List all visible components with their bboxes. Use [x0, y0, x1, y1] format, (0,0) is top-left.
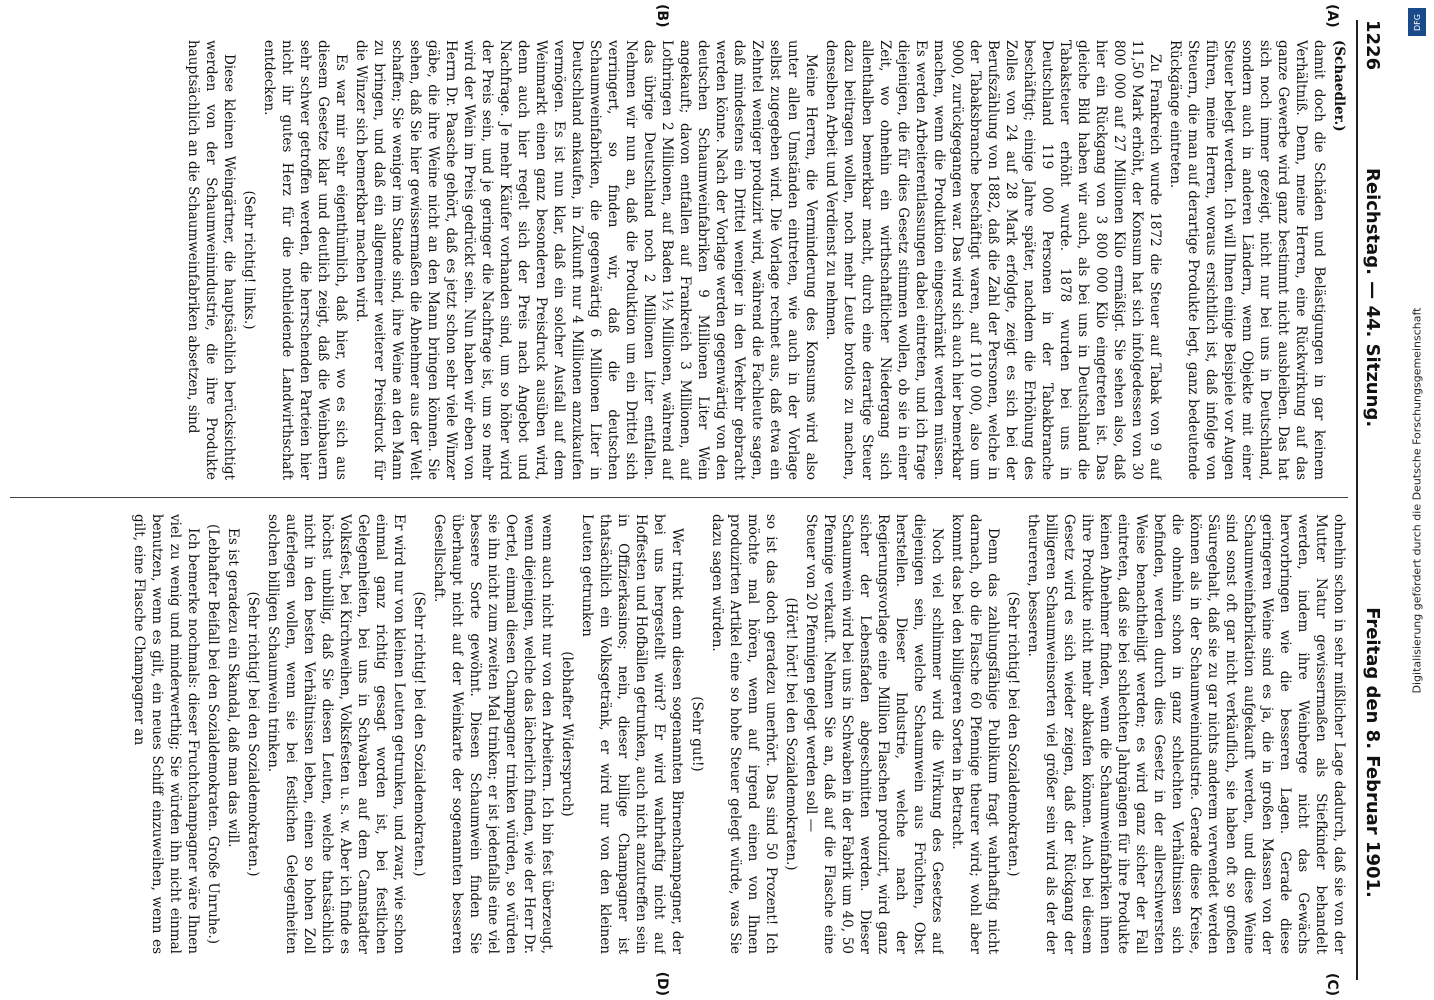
left-column: [10, 40, 1348, 480]
column-divider: [10, 497, 1348, 498]
page-number: 1226: [1362, 20, 1384, 71]
margin-marker-a: (A): [1324, 4, 1340, 28]
paragraph: Er wird nur von kleinen Leuten getrunken, und zwar, wie schon einmal ganz richtig gesagt worden ist, bei festlichen Gelegenheiten, bei uns in Schwaben auf dem Cannstadter Volksfest, bei Kirchweihen, Volksfesten u. s. w. Aber ich finde es höchst unbillig, daß Sie diesen Leuten, welche thatsächlich nicht in den besten Verhältnissen leben, einen so hohen Zoll auferlegen wollen, wenn sie bei festlichen Gelegenheiten solchen billigen Schaumwein trinken.: [265, 514, 407, 954]
interjection: (Sehr gut!): [689, 696, 705, 772]
margin-marker-d: (D): [654, 971, 670, 996]
paragraph: wenn auch nicht nur von den Arbeitern. Ich bin fest überzeugt, wenn diejenigen, welche das lächerlich finden, wie der Herr Dr. Oertel, einmal diesen Champagner trinken würden, so würden sie ihn nicht zum zweiten Mal trinken; er ist jedenfalls eine viel bessere Sorte gewöhnt. Diesen Schaumwein finden Sie überhaupt nicht auf der Weinkarte der sogenannten besseren Gesellschaft.: [431, 514, 555, 954]
paragraph: ohnehin schon in sehr mißlicher Lage dadurch, daß sie von der Mutter Natur gewissermaßen als Stiefkinder behandelt werden, indem ihre Weinberge nicht das Gewächs hervorbringen wie die besseren Lagen. Gerade diese geringeren Weine sind es ja, die in großen Massen von der Schaumweinfabrikation aufgekauft werden, und diese Weine sind sonst oft gar nicht verkäuflich, sie haben oft so großen Säuregehalt, daß sie zu gar nichts anderem verwendet werden können als in der Schaumweinindustrie. Gerade diese Kreise, die ohnehin schon in ganz schlechten Verhältnissen sich befinden, werden durch dies Gesetz in der allerschwersten Weise benachtheiligt werden; es wird ganz sicher der Fall eintreten, daß sie bei schlechten Jahrgängen für ihre Produkte keinen Abnehmer finden, wenn die Schaumweinfabriken ihnen ihre Produkte nicht mehr abkaufen können. Auch bei diesem Gesetz wird es sich wieder zeigen, daß der Rückgang der billigeren Schaumweinsorten viel größer sein wird als der der theureren, besseren.: [1025, 514, 1347, 954]
interjection: (Hört! hört! bei den Sozialdemokraten.): [783, 597, 799, 871]
paragraph: Zu Frankreich wurde 1872 die Steuer auf Tabak von 9 auf 11,50 Mark erhöht, der Konsum hat sich infolgedessen von 30 800 000 auf 27 Millionen Kilo ermäßigt. Sie sehen also, daß hier ein Rückgang von 3 800 000 Kilo eingetreten ist. Das gleiche Bild haben wir auch, als bei uns in Deutschland die Tabaksteuer erhöht wurde. 1878 wurden bei uns in Deutschland 119 000 Personen in der Tabakbranche beschäftigt; einige Jahre später, nachdem die Erhöhung des Zolles von 24 auf 28 Mark erfolgte, zeigt es sich bei der Berufszählung von 1882, daß die Zahl der Personen, welche in der Tabaksbranche beschäftigt waren, auf 110 000, also um 9000, zurückgegangen war. Das wird sich auch hier bemerkbar machen, wenn die Produktion eingeschränkt werden müssen. Es werden Arbeiterentlassungen dabei eintreten, und ich frage diejenigen, die für dies Gesetz stimmen wollen, ob sie in einer Zeit, wo ohnehin ein wirthschaftlicher Niedergang sich allenthalben bemerkbar macht, durch eine derartige Steuer dazu beitragen wollen, noch mehr Leute brotlos zu machen, denselben Arbeit und Verdienst zu nehmen.: [823, 40, 1163, 480]
interjection: (Sehr richtig! bei den Sozialdemokraten.): [245, 591, 261, 877]
paragraph: so ist das doch geradezu unerhört. Das sind 50 Prozent! Ich möchte mal hören, wenn auf irgend einen von Ihnen produzirten Artikel eine so hohe Steuer gelegt würde, was Sie dazu sagen würden.: [709, 514, 779, 954]
paragraph: Diese kleinen Weingärtner, die hauptsächlich berücksichtigt werden von der Schaumweinindustrie, die ihre Produkte hauptsächlich an die Schaumweinfabriken absetzen, sind: [185, 40, 237, 480]
digitization-credit: [1400, 0, 1434, 1000]
paragraph: Es war mir sehr eigenthümlich, daß hier, wo es sich aus diesem Gesetze klar und deutlich zeigt, daß die Weinbauern sehr schwer getroffen werden, die herrschenden Parteien hier nicht ihr gutes Herz für die nothleidende Landwirthschaft entdecken.: [261, 40, 349, 480]
interjection: (Sehr richtig! bei den Sozialdemokraten.): [411, 591, 427, 877]
interjection: (lebhafter Widerspruch): [559, 651, 575, 817]
paragraph: damit doch die Schäden und Belästigungen in gar keinem Verhältniß. Denn, meine Herren, eine Rückwirkung auf das ganze Gewerbe wird ganz bestimmt nicht ausbleiben. Das hat sich noch immer gezeigt, nicht nur bei uns in Deutschland, sondern auch in anderen Ländern, wenn Objekte mit einer Steuer belegt werden. Ich will Ihnen einige Beispiele vor Augen führen, meine Herren, woraus ersichtlich ist, daß infolge von Steuern, die man auf derartige Produkte legt, ganz bedeutende Rückgänge eintreten.: [1167, 40, 1327, 480]
session-title: Reichstag. — 44. Sitzung.: [1362, 168, 1384, 428]
interjection: (Sehr richtig! bei den Sozialdemokraten.): [1005, 591, 1021, 877]
margin-marker-b: (B): [654, 4, 670, 28]
margin-marker-c: (C): [1324, 972, 1340, 996]
dfg-logo: [1408, 8, 1426, 36]
paragraph: Ich bemerke nochmals: dieser Fruchtchampagner wäre Ihnen viel zu wenig und minderwerthig; Sie würden ihn nicht einmal benutzen, wenn es gilt, ein neues Schiff einzuweihen, wenn es gilt, eine Flasche Champagner an: [131, 514, 201, 954]
page-header: [1356, 20, 1388, 980]
paragraph: Denn das zahlungsfähige Publikum fragt wahrhaftig nicht darnach, ob die Flasche 60 Pfennige theurer wird; wohl aber kommt das bei den billigeren Sorten in Betracht.: [949, 514, 1001, 954]
paragraph: Meine Herren, die Verminderung des Konsums wird also unter allen Umständen eintreten, wie auch in der Vorlage selbst zugegeben wird. Die Vorlage rechnet aus, daß etwa ein Zehntel weniger produzirt wird, während die Fachleute sagen, daß mindestens ein Drittel weniger in den Verkehr gebracht werden könne. Nach der Vorlage werden gegenwärtig von den deutschen Schaumweinfabriken 9 Millionen Liter Wein angekauft; davon entfallen auf Frankreich 3 Millionen, auf Lothringen 2 Millionen, auf Baden 1½ Millionen, während auf das übrige Deutschland noch 2 Millionen Liter entfallen. Nehmen wir nun an, daß die Produktion um ein Drittel sich verringert, so finden wir, daß die deutschen Schaumweinfabriken, die gegenwärtig 6 Millionen Liter in Deutschland ankaufen, in Zukunft nur 4 Millionen anzukaufen vermögen. Es ist nun klar, daß ein solcher Ausfall auf dem Weinmarkt einen ganz besonderen Preisdruck ausüben wird, denn auch hier regelt sich der Preis nach Angebot und Nachfrage. Je mehr Käufer vorhanden sind, um so höher wird der Preis sein, und je geringer die Nachfrage ist, um so mehr wird der Wein im Preis gedrückt sein. Nun haben wir eben von Herrn Dr. Paasche gehört, daß es jetzt schon sehr viele Winzer gäbe, die ihre Weine nicht an den Mann bringen können. Sie sehen, daß Sie hier gewissermaßen die Abnehmer aus der Welt schaffen; Sie weniger im Stande sind, ihre Weine an den Mann zu bringen, und daß ein allgemeiner weiterer Preisdruck für die Winzer sich bemerkbar machen wird.: [353, 40, 819, 480]
paragraph: Noch viel schlimmer wird die Wirkung des Gesetzes auf diejenigen sein, welche Schaumwein aus Früchten, Obst herstellen. Dieser Industrie, welche nach der Regierungsvorlage eine Million Flaschen produzirt, wird ganz sicher der Lebensfaden abgeschnitten werden. Dieser Schaumwein wird bei uns in Schwaben in der Fabrik um 40, 50 Pfennige verkauft. Nehmen Sie an, daß auf die Flasche eine Steuer von 20 Pfennigen gelegt werden soll —: [803, 514, 945, 954]
dfg-logo-text: DFG: [1412, 13, 1422, 31]
interjection: (Lebhafter Beifall bei den Sozialdemokraten. Große Unruhe.): [205, 523, 221, 945]
speaker-name: (Schaedler.): [1331, 40, 1347, 132]
credit-text: Digitalisierung gefördert durch die Deutsche Forschungsgemeinschaft: [1410, 307, 1424, 693]
right-column: [10, 514, 1348, 954]
paragraph: Es ist geradezu ein Skandal, daß man das will.: [225, 528, 241, 848]
session-date: Freitag den 8. Februar 1901.: [1362, 607, 1384, 898]
paragraph: Wer trinkt denn diesen sogenannten Birnenchampagner, der bei uns hergestellt wird? Er wird wahrhaftig nicht auf Hoffesten und Hofbällen getrunken, auch nicht anzutreffen sein in Offizierkasinos; nein, dieser billige Champagner ist thatsächlich ein Volksgetränk, er wird nur von den kleinen Leuten getrunken: [579, 514, 685, 954]
interjection: (Sehr richtig! links.): [241, 190, 257, 330]
